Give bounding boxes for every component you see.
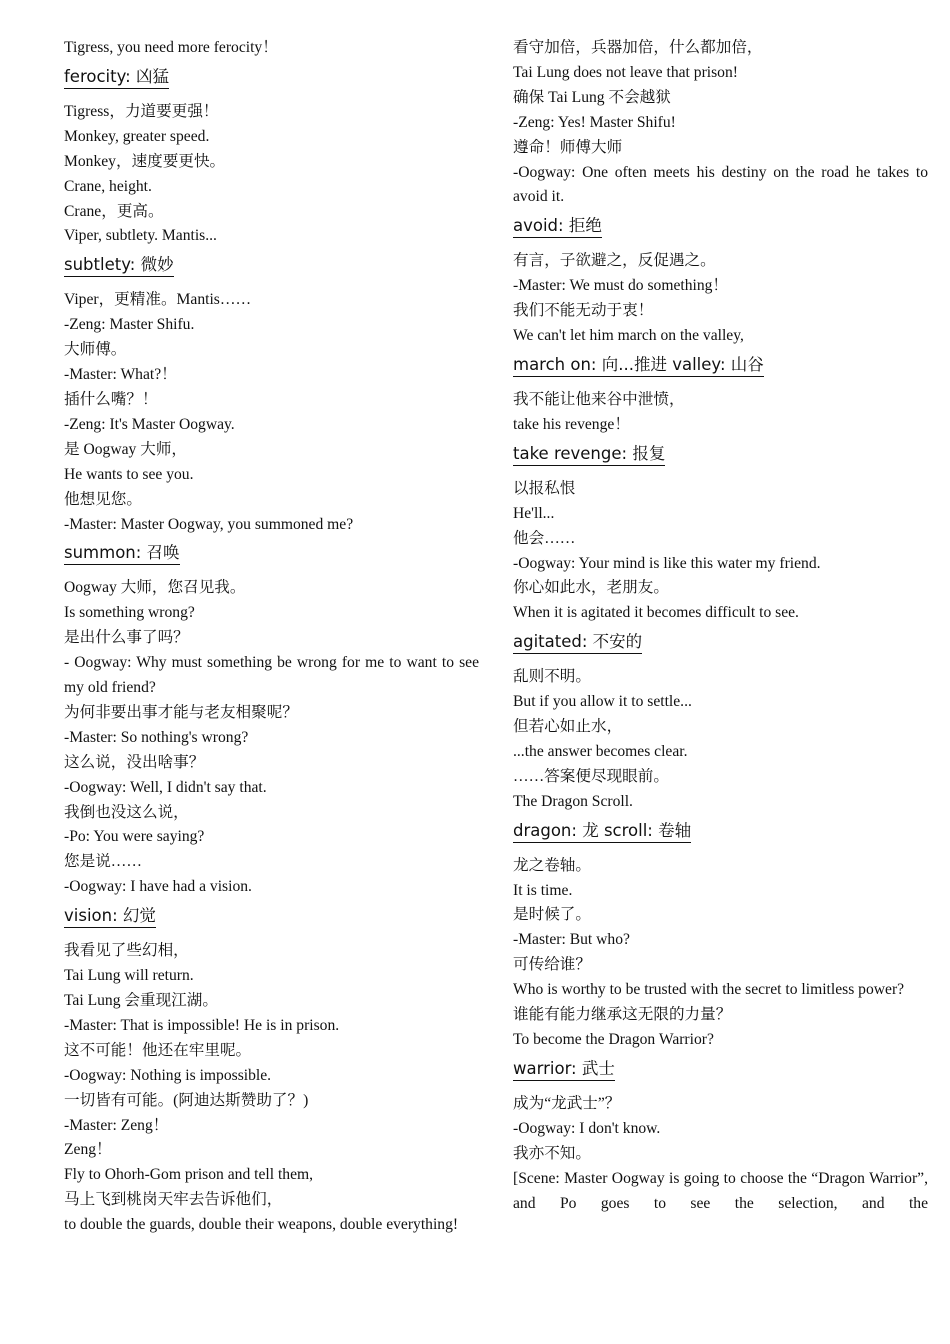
dialogue-line: But if you allow it to settle... bbox=[513, 693, 692, 711]
vocabulary-block bbox=[64, 900, 479, 939]
left-column bbox=[64, 36, 479, 1238]
vocabulary-block bbox=[64, 61, 479, 100]
vocabulary-heading: summon: 召唤 bbox=[64, 542, 180, 565]
dialogue-line: 他想见您。 bbox=[64, 490, 142, 508]
dialogue-line: Crane, height. bbox=[64, 177, 152, 195]
dialogue-line: Tai Lung will return. bbox=[64, 967, 194, 985]
dialogue-line: -Master: We must do something！ bbox=[513, 277, 729, 295]
dialogue-line: -Master: What?！ bbox=[64, 366, 177, 384]
dialogue-line: Tigress，力道要更强！ bbox=[64, 102, 219, 120]
dialogue-line: 乱则不明。 bbox=[513, 668, 591, 686]
dialogue-line: Oogway 大师，您召见我。 bbox=[64, 579, 246, 597]
vocabulary-block bbox=[513, 815, 928, 854]
dialogue-line: Viper, subtlety. Mantis... bbox=[64, 227, 217, 245]
dialogue-line: -Master: Master Oogway, you summoned me? bbox=[64, 515, 354, 533]
dialogue-line: take his revenge！ bbox=[513, 415, 630, 433]
dialogue-line: The Dragon Scroll. bbox=[513, 792, 633, 810]
dialogue-line: 可传给谁？ bbox=[513, 956, 591, 974]
dialogue-line: -Oogway: Your mind is like this water my friend. bbox=[513, 554, 821, 572]
dialogue-line: Tigress, you need more ferocity！ bbox=[64, 39, 278, 56]
dialogue-line: 有言，子欲避之，反促遇之。 bbox=[513, 252, 716, 270]
dialogue-line: Monkey，速度要更快。 bbox=[64, 152, 226, 170]
vocabulary-block bbox=[513, 210, 928, 249]
dialogue-line: 是时候了。 bbox=[513, 906, 591, 924]
vocabulary-block bbox=[64, 249, 479, 288]
dialogue-line: -Oogway: Nothing is impossible. bbox=[64, 1066, 272, 1084]
dialogue-line: ……答案便尽现眼前。 bbox=[513, 767, 669, 785]
dialogue-line: 我看见了些幻相， bbox=[64, 942, 189, 960]
dialogue-line: -Master: But who? bbox=[513, 931, 630, 949]
dialogue-line: 你心如此水，老朋友。 bbox=[513, 579, 669, 597]
dialogue-line: 是 Oogway 大师， bbox=[64, 440, 188, 458]
dialogue-line: 这么说，没出啥事？ bbox=[64, 753, 205, 771]
dialogue-line: -Master: So nothing's wrong? bbox=[64, 728, 249, 746]
dialogue-line: 这不可能！他还在牢里呢。 bbox=[64, 1041, 252, 1059]
dialogue-paragraph: Who is worthy to be trusted with the secret to limitless power? bbox=[513, 981, 905, 999]
scene-description: [Scene: Master Oogway is going to choose the “Dragon Warrior”, and Po goes to see the selection, and the bbox=[513, 1169, 928, 1212]
dialogue-line: 确保 Tai Lung 不会越狱 bbox=[513, 88, 671, 106]
vocabulary-heading: agitated: 不安的 bbox=[513, 631, 642, 654]
dialogue-line: 您是说…… bbox=[64, 853, 142, 871]
dialogue-line: 遵命！师傅大师 bbox=[513, 138, 623, 156]
vocabulary-heading: march on: 向...推进 valley: 山谷 bbox=[513, 354, 764, 377]
dialogue-line: -Po: You were saying? bbox=[64, 828, 205, 846]
dialogue-line: 我不能让他来谷中泄愤， bbox=[513, 390, 685, 408]
dialogue-paragraph: -Oogway: One often meets his destiny on the road he takes to avoid it. bbox=[513, 163, 928, 206]
dialogue-line: Zeng！ bbox=[64, 1141, 112, 1159]
dialogue-line: Monkey, greater speed. bbox=[64, 127, 210, 145]
dialogue-line: Is something wrong? bbox=[64, 604, 195, 622]
vocabulary-block bbox=[513, 1053, 928, 1092]
dialogue-paragraph: to double the guards, double their weapons, double everything! bbox=[64, 1216, 459, 1234]
dialogue-line: 我们不能无动于衷！ bbox=[513, 302, 654, 320]
dialogue-line: 我亦不知。 bbox=[513, 1144, 591, 1162]
vocabulary-heading: take revenge: 报复 bbox=[513, 443, 665, 466]
dialogue-line: 成为“龙武士”？ bbox=[513, 1094, 621, 1112]
dialogue-line: 看守加倍，兵器加倍，什么都加倍， bbox=[513, 39, 763, 56]
dialogue-line: 龙之卷轴。 bbox=[513, 856, 591, 874]
vocabulary-block bbox=[513, 626, 928, 665]
dialogue-line: -Master: Zeng！ bbox=[64, 1116, 169, 1134]
vocabulary-heading: avoid: 拒绝 bbox=[513, 215, 602, 238]
dialogue-line: He'll... bbox=[513, 504, 555, 522]
dialogue-line: It is time. bbox=[513, 881, 573, 899]
dialogue-line: 为何非要出事才能与老友相聚呢？ bbox=[64, 703, 298, 721]
right-column bbox=[513, 36, 928, 1216]
dialogue-line: Crane，更高。 bbox=[64, 202, 164, 220]
dialogue-line: To become the Dragon Warrior? bbox=[513, 1031, 714, 1048]
dialogue-line: 以报私恨 bbox=[513, 479, 576, 497]
dialogue-line: 但若心如止水， bbox=[513, 718, 623, 736]
dialogue-line: Tai Lung 会重现江湖。 bbox=[64, 992, 218, 1009]
dialogue-line: 他会…… bbox=[513, 529, 576, 547]
dialogue-line: -Oogway: I don't know. bbox=[513, 1119, 661, 1137]
dialogue-line: -Master: That is impossible! He is in prison. bbox=[64, 1016, 340, 1034]
dialogue-line: -Oogway: Well, I didn't say that. bbox=[64, 778, 267, 796]
dialogue-line: 是出什么事了吗？ bbox=[64, 629, 189, 647]
vocabulary-heading: vision: 幻觉 bbox=[64, 905, 156, 928]
dialogue-paragraph: - Oogway: Why must something be wrong for me to want to see my old friend? bbox=[64, 654, 479, 697]
dialogue-line: -Zeng: It's Master Oogway. bbox=[64, 415, 235, 433]
dialogue-line: -Zeng: Yes! Master Shifu! bbox=[513, 113, 676, 131]
vocabulary-heading: subtlety: 微妙 bbox=[64, 254, 174, 277]
vocabulary-heading: warrior: 武士 bbox=[513, 1058, 615, 1081]
vocabulary-block bbox=[64, 537, 479, 576]
dialogue-line: Viper，更精准。Mantis…… bbox=[64, 291, 252, 309]
dialogue-line: 一切皆有可能。(阿迪达斯赞助了？) bbox=[64, 1091, 309, 1109]
dialogue-line: -Zeng: Master Shifu. bbox=[64, 316, 195, 334]
dialogue-line: ...the answer becomes clear. bbox=[513, 742, 688, 760]
vocabulary-heading: dragon: 龙 scroll: 卷轴 bbox=[513, 820, 691, 843]
dialogue-line: 马上飞到桃岗天牢去告诉他们， bbox=[64, 1191, 283, 1209]
dialogue-line: Fly to Ohorh-Gom prison and tell them, bbox=[64, 1166, 314, 1184]
dialogue-line: He wants to see you. bbox=[64, 465, 194, 483]
dialogue-line: Tai Lung does not leave that prison! bbox=[513, 63, 738, 81]
vocabulary-block bbox=[513, 438, 928, 477]
dialogue-line: 我倒也没这么说， bbox=[64, 803, 189, 821]
dialogue-line: We can't let him march on the valley, bbox=[513, 327, 744, 345]
dialogue-line: 插什么嘴？！ bbox=[64, 390, 158, 408]
dialogue-line: 大师傅。 bbox=[64, 341, 127, 359]
vocabulary-block bbox=[513, 349, 928, 388]
vocabulary-heading: ferocity: 凶猛 bbox=[64, 66, 169, 89]
dialogue-line: 谁能有能力继承这无限的力量？ bbox=[513, 1006, 732, 1024]
dialogue-line: When it is agitated it becomes difficult to see. bbox=[513, 604, 799, 622]
dialogue-line: -Oogway: I have had a vision. bbox=[64, 878, 252, 896]
